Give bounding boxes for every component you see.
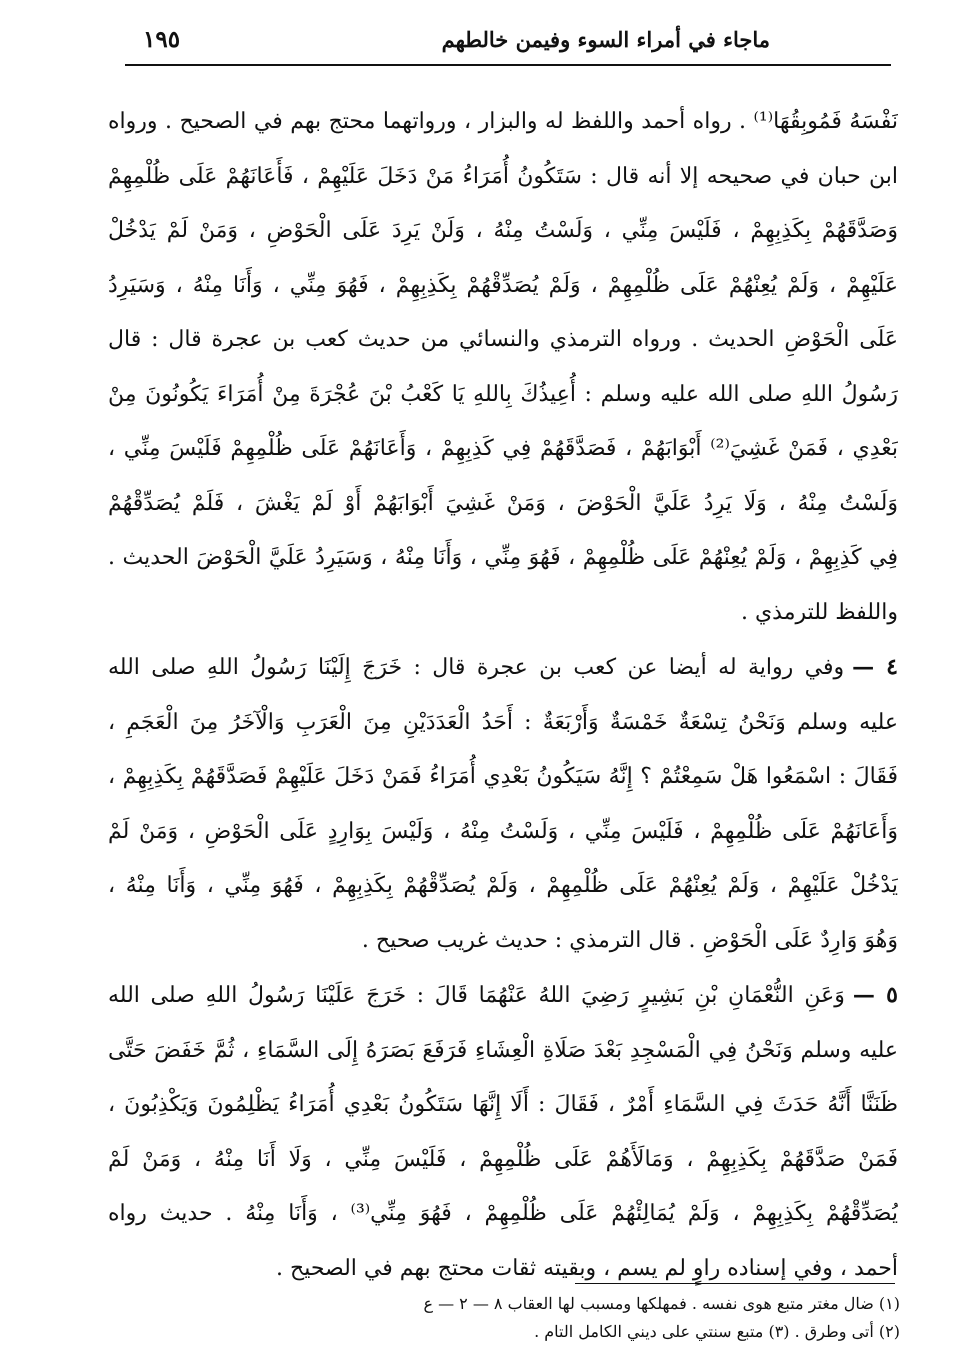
text-line: وَصَدَّقَهُمْ بِكَذِبِهِمْ ، فَلَيْسَ مِنِّي ، وَلَسْتُ مِنْهُ ، وَلَنْ يَرِدَ عَلَى الْحَوْضِ ، وَمَنْ لَمْ يَدْخُلْ [108, 218, 898, 243]
text-line: نَفْسَهُ فَمُوبِقُهَا⁽¹⁾ . رواه أحمد واللفظ له والبزار ، ورواتهما محتج بهم في الصحيح . ورواه [108, 109, 898, 134]
text-line: وفي رواية له أيضا عن كعب بن عجرة قال : خَرَجَ إِلَيْنَا رَسُولُ اللهِ صلى الله [108, 655, 845, 680]
running-title: ماجاء في أمراء السوء وفيمن خالطهم [441, 26, 770, 52]
footnote: (٢) أتى وطرق . (٣) متبع سنتي على ديني الكامل التام . [534, 1322, 900, 1341]
text-line: فَقَالَ : اسْمَعُوا هَلْ سَمِعْتُمْ ؟ إِنَّهُ سَيَكُونُ بَعْدِي أُمَرَاءُ فَمَنْ دَخَلَ عَلَيْهِمْ فَصَدَّقَهُمْ بِكَذِبِهِمْ ، [108, 764, 898, 789]
header-rule [125, 64, 891, 66]
text-line: عليه وسلم وَنَحْنُ تِسْعَةٌ خَمْسَةٌ وَأَرْبَعَةٌ : أَحَدُ الْعَدَدَيْنِ مِنَ الْعَرَبِ وَالْآخَرُ مِنَ الْعَجَمِ ، [108, 709, 898, 735]
text-line: عَلَيْهِمْ ، وَلَمْ يُعِنْهُمْ عَلَى ظُلْمِهِمْ ، وَلَمْ يُصَدِّقْهُمْ بِكَذِبِهِمْ ، فَهُوَ مِنِّي ، وَأَنَا مِنْهُ ، وَسَيَرِدُ [108, 272, 898, 298]
paragraph-hadith-3-continued [108, 95, 898, 640]
paragraph-hadith-4 [108, 640, 898, 968]
page-number: ١٩٥ [143, 25, 181, 53]
text-line-numbered [108, 968, 898, 1024]
text-line: رَسُولُ اللهِ صلى الله عليه وسلم : أُعِيذُكَ بِاللهِ يَا كَعْبُ بْنَ عُجْرَةَ مِنْ أُمَرَاءَ يَكُونُونَ مِنْ [108, 381, 898, 407]
text-line: وَأَعَانَهُمْ عَلَى ظُلْمِهِمْ ، فَلَيْسَ مِنِّي ، وَلَسْتُ مِنْهُ ، وَلَيْسَ بِوَارِدٍ عَلَى الْحَوْضِ ، وَمَنْ لَمْ [108, 818, 898, 844]
text-line: وَلَسْتُ مِنْهُ ، وَلَا يَرِدُ عَلَيَّ الْحَوْضَ ، وَمَنْ غَشِيَ أَبْوَابَهُمْ أَوْ لَمْ يَغْشَ ، فَلَمْ يُصَدِّقْهُمْ [108, 490, 898, 516]
text-line: عَلَى الْحَوْضِ الحديث . ورواه الترمذي والنسائي من حديث كعب بن عجرة قال : قال [108, 327, 898, 352]
paragraph-hadith-5 [108, 968, 898, 1296]
text-line: بَعْدِي ، فَمَنْ غَشِيَ⁽²⁾ أَبْوَابَهُمْ ، فَصَدَّقَهُمْ فِي كَذِبِهِمْ ، وَأَعَانَهُمْ عَلَى ظُلْمِهِمْ فَلَيْسَ مِنِّي ، [108, 436, 898, 461]
text-line: عليه وسلم وَنَحْنُ فِي الْمَسْجِدِ بَعْدَ صَلَاةِ الْعِشَاءِ فَرَفَعَ بَصَرَهُ إِلَى السَّمَاءِ ، ثُمَّ خَفَضَ حَتَّى [108, 1037, 898, 1063]
footnotes [240, 1290, 900, 1346]
text-line: فِي كَذِبِهِمْ ، وَلَمْ يُعِنْهُمْ عَلَى ظُلْمِهِمْ ، فَهُوَ مِنِّي ، وَأَنَا مِنْهُ ، وَسَيَرِدُ عَلَيَّ الْحَوْضَ الحديث . [108, 545, 898, 570]
footnote-rule [575, 1283, 895, 1284]
text-line: ابن حبان في صحيحه إلا أنه قال : سَتَكُونُ أُمَرَاءُ مَنْ دَخَلَ عَلَيْهِمْ ، فَأَعَانَهُمْ عَلَى ظُلْمِهِمْ [108, 163, 898, 189]
text-line: فَمَنْ صَدَّقَهُمْ بِكَذِبِهِمْ ، وَمَالَأَهُمْ عَلَى ظُلْمِهِمْ ، فَلَيْسَ مِنِّي ، وَلَا أَنَا مِنْهُ ، وَمَنْ لَمْ [108, 1146, 898, 1172]
text-line: ظَنَنَّا أَنَّهُ حَدَثَ فِي السَّمَاءِ أَمْرٌ ، فَقَالَ : أَلَا إِنَّهَا سَتَكُونُ بَعْدِي أُمَرَاءُ يَظْلِمُونَ وَيَكْذِبُونَ ، [108, 1092, 898, 1117]
text-line: واللفظ للترمذي . [740, 599, 898, 625]
text-line: أحمد ، وفي إسناده راوٍ لم يسم ، وبقيته ثقات محتج بهم في الصحيح . [276, 1255, 898, 1281]
text-line: يُصَدِّقْهُمْ بِكَذِبِهِمْ ، وَلَمْ يُمَالِئْهُمْ عَلَى ظُلْمِهِمْ ، فَهُوَ مِنِّي⁽³⁾ ، وَأَنَا مِنْهُ . حديث رواه [108, 1201, 898, 1226]
text-line: وَعَنِ النُّعْمَانِ بْنِ بَشِيرٍ رَضِيَ اللهُ عَنْهُمَا قَالَ : خَرَجَ عَلَيْنَا رَسُولُ اللهِ صلى الله [108, 983, 845, 1008]
page-header [125, 18, 890, 60]
text-line: وَهُوَ وَارِدٌ عَلَى الْحَوْضِ . قال الترمذي : حديث غريب صحيح . [361, 927, 898, 953]
text-line-numbered [108, 640, 898, 696]
footnote: (١) ضال مغتر متبع هوى نفسه . فمهلكها ومسبب لها العقاب ٨ — ٢ — ع [423, 1294, 900, 1313]
text-line: يَدْخُلْ عَلَيْهِمْ ، وَلَمْ يُعِنْهُمْ عَلَى ظُلْمِهِمْ ، وَلَمْ يُصَدِّقْهُمْ بِكَذِبِهِمْ ، فَهُوَ مِنِّي ، وَأَنَا مِنْهُ ، [108, 873, 898, 898]
body-text [108, 95, 898, 1296]
hadith-number: ٤ — [852, 654, 898, 680]
hadith-number: ٥ — [852, 982, 898, 1008]
